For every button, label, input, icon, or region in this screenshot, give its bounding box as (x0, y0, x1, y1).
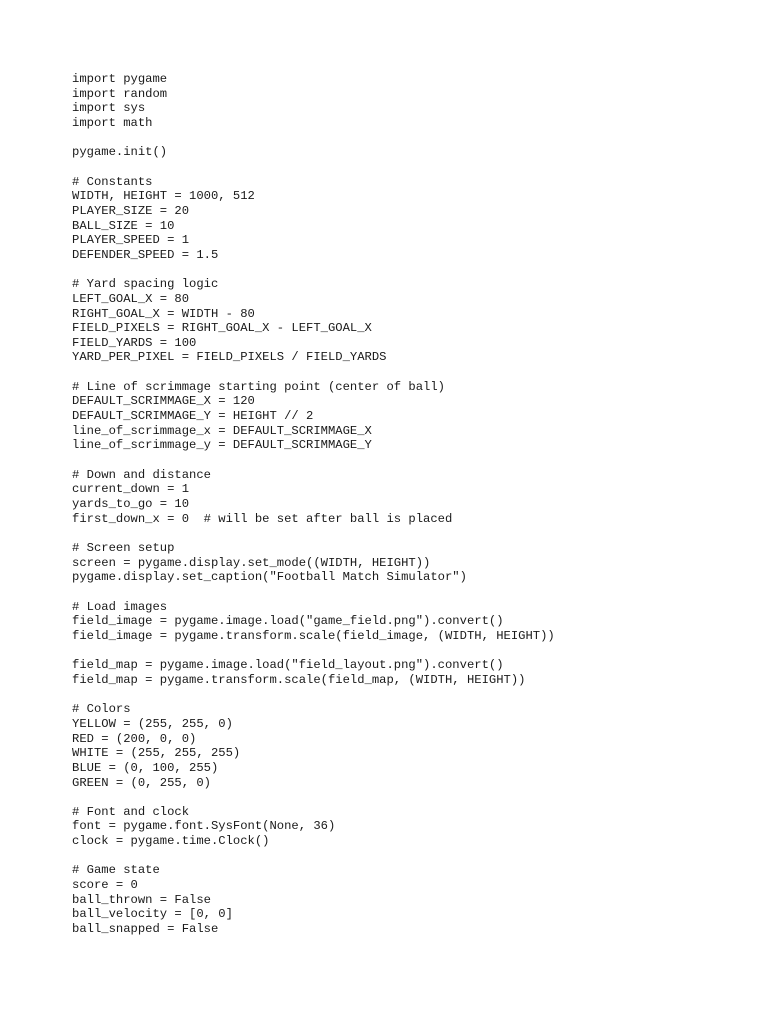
code-line: font = pygame.font.SysFont(None, 36) (72, 819, 336, 834)
code-line: FIELD_PIXELS = RIGHT_GOAL_X - LEFT_GOAL_X (72, 321, 372, 336)
code-line (72, 526, 555, 541)
code-line: import pygame (72, 72, 168, 86)
code-line: # Down and distance (72, 467, 211, 482)
code-line: # Colors (72, 702, 131, 717)
code-line: import math (72, 115, 153, 130)
code-line: DEFAULT_SCRIMMAGE_Y = HEIGHT // 2 (72, 409, 314, 424)
code-line: field_image = pygame.image.load("game_field.png").convert() (72, 614, 504, 629)
code-line (72, 644, 555, 659)
code-line: BALL_SIZE = 10 (72, 218, 175, 233)
code-line: RED = (200, 0, 0) (72, 731, 197, 746)
code-line: PLAYER_SIZE = 20 (72, 203, 190, 218)
code-line (72, 160, 555, 175)
code-line (72, 365, 555, 380)
code-line: first_down_x = 0 # will be set after ball is placed (72, 511, 453, 526)
code-line: DEFAULT_SCRIMMAGE_X = 120 (72, 394, 255, 409)
code-line: LEFT_GOAL_X = 80 (72, 291, 190, 306)
code-line: field_image = pygame.transform.scale(field_image, (WIDTH, HEIGHT)) (72, 628, 555, 643)
code-line: ball_snapped = False (72, 922, 219, 937)
code-line: current_down = 1 (72, 482, 190, 497)
code-block (72, 72, 555, 937)
code-line: DEFENDER_SPEED = 1.5 (72, 247, 219, 262)
code-line: field_map = pygame.image.load("field_layout.png").convert() (72, 658, 504, 673)
code-line: import sys (72, 101, 146, 116)
code-line: yards_to_go = 10 (72, 497, 190, 512)
code-line: FIELD_YARDS = 100 (72, 335, 197, 350)
code-line: line_of_scrimmage_x = DEFAULT_SCRIMMAGE_X (72, 423, 372, 438)
code-line: line_of_scrimmage_y = DEFAULT_SCRIMMAGE_Y (72, 438, 372, 453)
code-line: # Yard spacing logic (72, 277, 219, 292)
code-line: # Screen setup (72, 541, 175, 555)
code-line: screen = pygame.display.set_mode((WIDTH, HEIGHT)) (72, 555, 431, 570)
code-line: # Line of scrimmage starting point (center of ball) (72, 379, 445, 394)
code-line (72, 790, 555, 805)
code-line (72, 453, 555, 468)
code-line: WIDTH, HEIGHT = 1000, 512 (72, 189, 255, 204)
code-line (72, 131, 555, 146)
code-line: field_map = pygame.transform.scale(field_map, (WIDTH, HEIGHT)) (72, 672, 526, 687)
code-line: pygame.init() (72, 145, 168, 160)
code-line: import random (72, 86, 168, 101)
code-line: BLUE = (0, 100, 255) (72, 760, 219, 775)
code-line: # Load images (72, 599, 168, 614)
code-line (72, 263, 555, 278)
code-line: clock = pygame.time.Clock() (72, 834, 270, 849)
code-line: RIGHT_GOAL_X = WIDTH - 80 (72, 306, 255, 321)
code-line: ball_thrown = False (72, 892, 211, 907)
code-line: pygame.display.set_caption("Football Match Simulator") (72, 570, 467, 585)
code-line: ball_velocity = [0, 0] (72, 907, 233, 922)
code-line (72, 688, 555, 703)
code-line: PLAYER_SPEED = 1 (72, 233, 190, 248)
code-line: # Font and clock (72, 804, 190, 819)
code-line (72, 849, 555, 864)
code-line: WHITE = (255, 255, 255) (72, 746, 241, 761)
code-line: # Constants (72, 174, 153, 189)
code-line: YARD_PER_PIXEL = FIELD_PIXELS / FIELD_YARDS (72, 350, 387, 365)
code-line: GREEN = (0, 255, 0) (72, 775, 211, 790)
code-line: # Game state (72, 863, 160, 878)
code-line: score = 0 (72, 878, 138, 893)
code-line (72, 585, 555, 600)
code-line: YELLOW = (255, 255, 0) (72, 716, 233, 731)
